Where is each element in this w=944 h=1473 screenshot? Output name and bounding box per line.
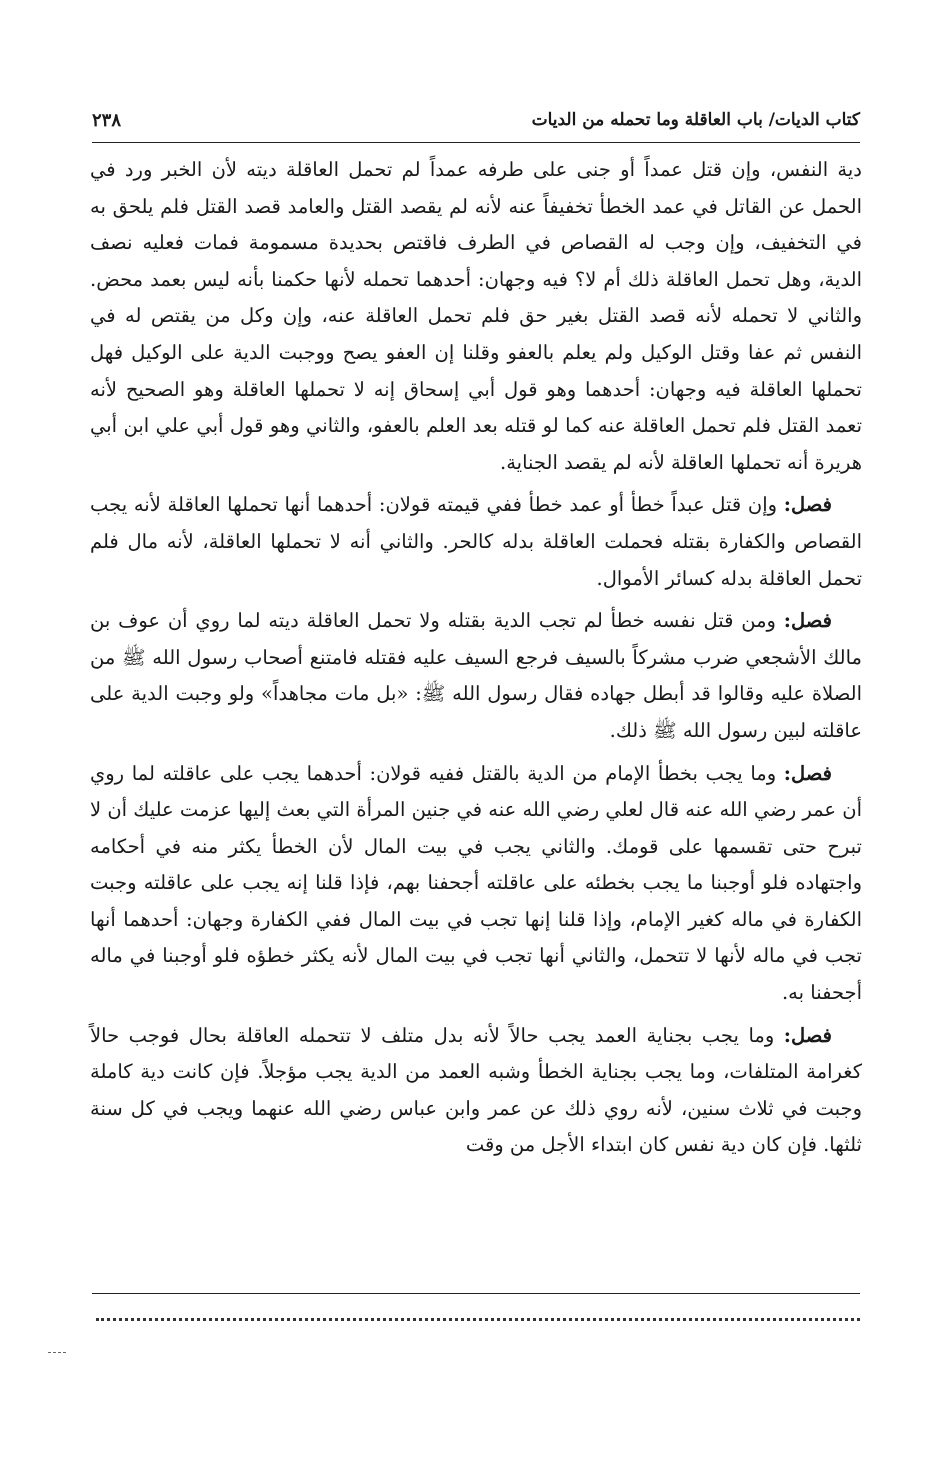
- footnote-rule: [92, 1293, 860, 1294]
- body-text: [90, 152, 862, 1170]
- section-marker: فصل:: [783, 493, 832, 517]
- margin-mark: [48, 1352, 66, 1353]
- paragraph-3: [90, 603, 862, 749]
- section-marker: فصل:: [783, 761, 832, 785]
- paragraph-text: وما يجب بخطأ الإمام من الدية بالقتل ففيه قولان: أحدهما يجب على عاقلته لما روي أن عمر رضي الله عنه قال لعلي رضي الله عنه في جنين المرأة التي بعث إليها عزمت عليك أن لا تبرح حتى تقسمها على قومك. والثاني يجب في بيت المال لأن الخطأ يكثر منه في أحكامه واجتهاده فلو أوجبنا ما يجب بخطئه على عاقلته أجحفنا بهم، فإذا قلنا إنه يجب على عاقلته وجبت الكفارة في ماله كغير الإمام، وإذا قلنا إنها تجب في بيت المال ففي الكفارة وجهان: أحدهما أنها تجب في ماله لأنها لا تتحمل، والثاني أنها تجب في بيت المال لأنه يكثر خطؤه فلو أوجبنا في ماله أجحفنا به.: [90, 761, 862, 1005]
- running-title: كتاب الديات/ باب العاقلة وما تحمله من الديات: [531, 110, 860, 130]
- paragraph-1: [90, 152, 862, 481]
- paragraph-text: دية النفس، وإن قتل عمداً أو جنى على طرفه عمداً لم تحمل العاقلة ديته لأن الخبر ورد في الحمل عن القاتل في عمد الخطأ تخفيفاً عنه لأنه لم يقصد القتل والعامد قصد القتل فلم يلحق به في التخفيف، وإن وجب له القصاص في الطرف فاقتص بحديدة مسمومة فمات فعليه نصف الدية، وهل تحمل العاقلة ذلك أم لا؟ فيه وجهان: أحدهما تحمله لأنها حكمنا بأنه ليس بعمد محض. والثاني لا تحمله لأنه قصد القتل بغير حق فلم تحمل العاقلة عنه، وإن وكل من يقتص له في النفس ثم عفا وقتل الوكيل ولم يعلم بالعفو وقلنا إن العفو يصح ووجبت الدية على الوكيل فهل تحملها العاقلة فيه وجهان: أحدهما وهو قول أبي إسحاق إنه لا تحملها العاقلة وهو الصحيح لأنه تعمد القتل فلم تحمل العاقلة عنه كما لو قتله بعد العلم بالعفو، والثاني وهو قول أبي علي ابن أبي هريرة أنه تحملها العاقلة لأنه لم يقصد الجناية.: [90, 158, 862, 474]
- header-rule: [92, 142, 860, 143]
- paragraph-5: [90, 1018, 862, 1164]
- paragraph-4: [90, 756, 862, 1012]
- paragraph-2: [90, 487, 862, 597]
- paragraph-text: ومن قتل نفسه خطأ لم تجب الدية بقتله ولا تحمل العاقلة ديته لما روي أن عوف بن مالك الأشجعي ضرب مشركاً بالسيف فرجع السيف عليه فقتله فامتنع أصحاب رسول الله ﷺ من الصلاة عليه وقالوا قد أبطل جهاده فقال رسول الله ﷺ: «بل مات مجاهداً» ولو وجبت الدية على عاقلته لبين رسول الله ﷺ ذلك.: [90, 609, 862, 742]
- footnote-dotted-line: [96, 1318, 860, 1339]
- paragraph-text: وما يجب بجناية العمد يجب حالاً لأنه بدل متلف لا تتحمله العاقلة بحال فوجب حالاً كغرامة المتلفات، وما يجب بجناية الخطأ وشبه العمد من الدية يجب مؤجلاً. فإن كانت دية كاملة وجبت في ثلاث سنين، لأنه روي ذلك عن عمر وابن عباس رضي الله عنهما ويجب في كل سنة ثلثها. فإن كان دية نفس كان ابتداء الأجل من وقت: [90, 1023, 862, 1157]
- section-marker: فصل:: [783, 1023, 832, 1047]
- paragraph-text: وإن قتل عبداً خطأ أو عمد خطأ ففي قيمته قولان: أحدهما أنها تحملها العاقلة لأنه يجب القصاص والكفارة بقتله فحملت العاقلة بدله كالحر. والثاني أنه لا تحملها العاقلة، لأنه مال فلم تحمل العاقلة بدله كسائر الأموال.: [90, 493, 862, 590]
- page-number: ٢٣٨: [92, 110, 122, 131]
- page-header: [92, 104, 860, 144]
- section-marker: فصل:: [783, 609, 832, 633]
